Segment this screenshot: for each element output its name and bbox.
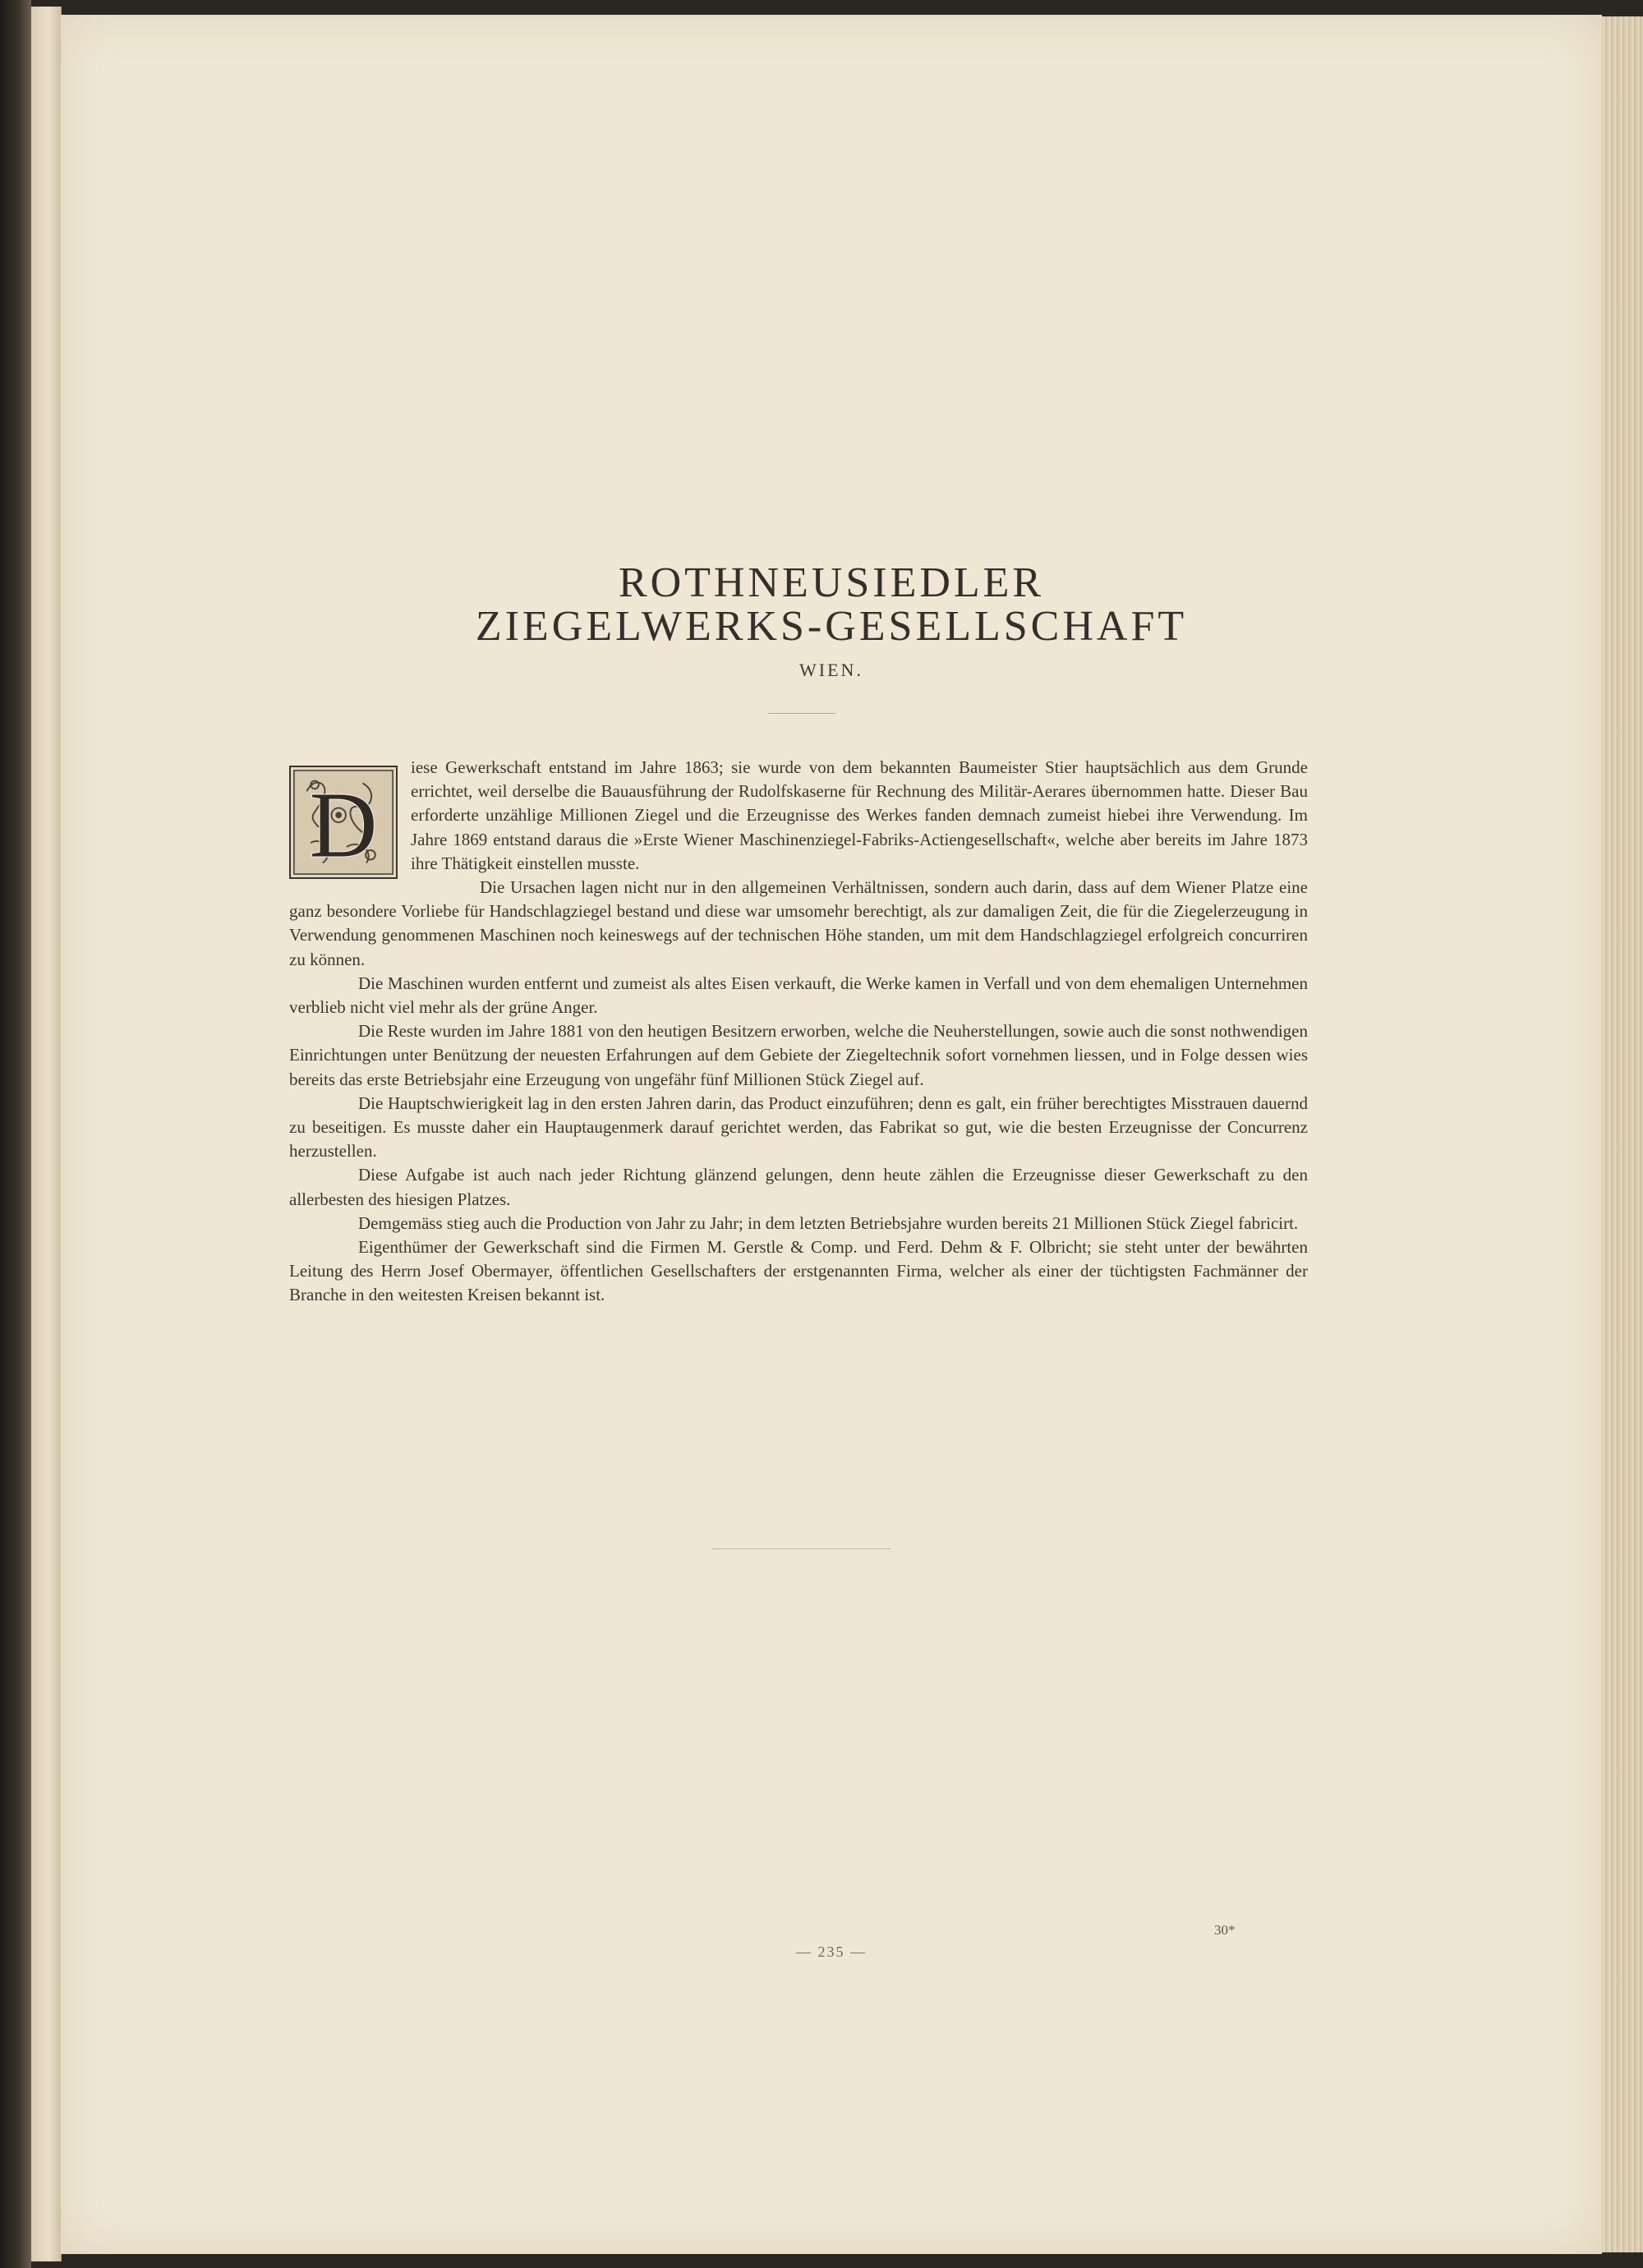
title-divider [768, 713, 835, 714]
end-divider [711, 1548, 891, 1549]
page-stack-edges [1602, 16, 1643, 2252]
article-body [289, 756, 1308, 1308]
scan-background-edge [0, 0, 31, 2268]
paragraph-4: Die Reste wurden im Jahre 1881 von den heutigen Besitzern erworben, welche die Neuherstellungen, sowie auch die sonst nothwendigen Einrichtungen unter Benützung der neuesten Erfahrungen auf dem Gebiete der Ziegeltechnik sofort vornehmen liessen, und in Folge dessen wies bereits das erste Betriebsjahr eine Erzeugung von ungefähr fünf Millionen Stück Ziegel auf. [289, 1021, 1308, 1089]
location-subtitle: WIEN. [799, 660, 863, 680]
page-number: — 235 — [796, 1944, 867, 1960]
paragraph-1: iese Gewerkschaft entstand im Jahre 1863; sie wurde von dem bekannten Baumeister Stier hauptsächlich aus dem Grunde errichtet, weil derselbe die Bauausführung der Rudolfskaserne für Rechnung des Militär-Aerares übernommen hatte. Dieser Bau erforderte unzählige Millionen Ziegel und die Erzeugnisse des Werkes fanden demnach zumeist hiebei ihre Verwendung. Im Jahre 1869 entstand daraus die »Erste Wiener Maschinenziegel-Fabriks-Actiengesellschaft«, welche aber bereits im Jahre 1873 ihre Thätigkeit einstellen musste. [411, 757, 1308, 873]
paragraph-2: Die Ursachen lagen nicht nur in den allgemeinen Verhältnissen, sondern auch darin, dass auf dem Wiener Platze eine ganz besondere Vorliebe für Handschlagziegel bestand und diese war umsomehr berechtigt, als zur damaligen Zeit, die für die Ziegelerzeugung in Verwendung genommenen Maschinen noch keineswegs auf der technischen Höhe standen, um mit dem Handschlagziegel erfolgreich concurriren zu können. [289, 877, 1308, 969]
paragraph-7: Demgemäss stieg auch die Production von Jahr zu Jahr; in dem letzten Betriebsjahre wurden bereits 21 Millionen Stück Ziegel fabricirt. [358, 1212, 1299, 1233]
paragraph-8: Eigenthümer der Gewerkschaft sind die Firmen M. Gerstle & Comp. und Ferd. Dehm & F. Olbricht; sie steht unter der bewährten Leitung des Herrn Josef Obermayer, öffentlichen Gesellschafters der erstgenannten Firma, welcher als einer der tüchtigsten Fachmänner der Branche in den weitesten Kreisen bekannt ist. [289, 1237, 1308, 1305]
heading-line-2: ZIEGELWERKS-GESELLSCHAFT [475, 603, 1188, 650]
paragraph-5: Die Hauptschwierigkeit lag in den ersten Jahren darin, das Product einzuführen; denn es galt, ein früher berechtigtes Misstrauen dauernd zu beseitigen. Es musste daher ein Hauptaugenmerk darauf gerichtet werden, das Fabrikat so gut, wie die besten Erzeugnisse der Concurrenz herzustellen. [289, 1093, 1308, 1162]
heading-line-1: ROTHNEUSIEDLER [618, 559, 1045, 606]
signature-mark: 30* [1214, 1922, 1236, 1938]
paragraph-3: Die Maschinen wurden entfernt und zumeist als altes Eisen verkauft, die Werke kamen in Verfall und von dem ehemaligen Unternehmen verblieb nicht viel mehr als der grüne Anger. [289, 973, 1308, 1018]
svg-text:D: D [309, 772, 378, 877]
paragraph-6: Diese Aufgabe ist auch nach jeder Richtung glänzend gelungen, denn heute zählen die Erzeugnisse dieser Gewerkschaft zu den allerbesten des hiesigen Platzes. [289, 1165, 1308, 1209]
facing-page-edge [31, 7, 62, 2261]
